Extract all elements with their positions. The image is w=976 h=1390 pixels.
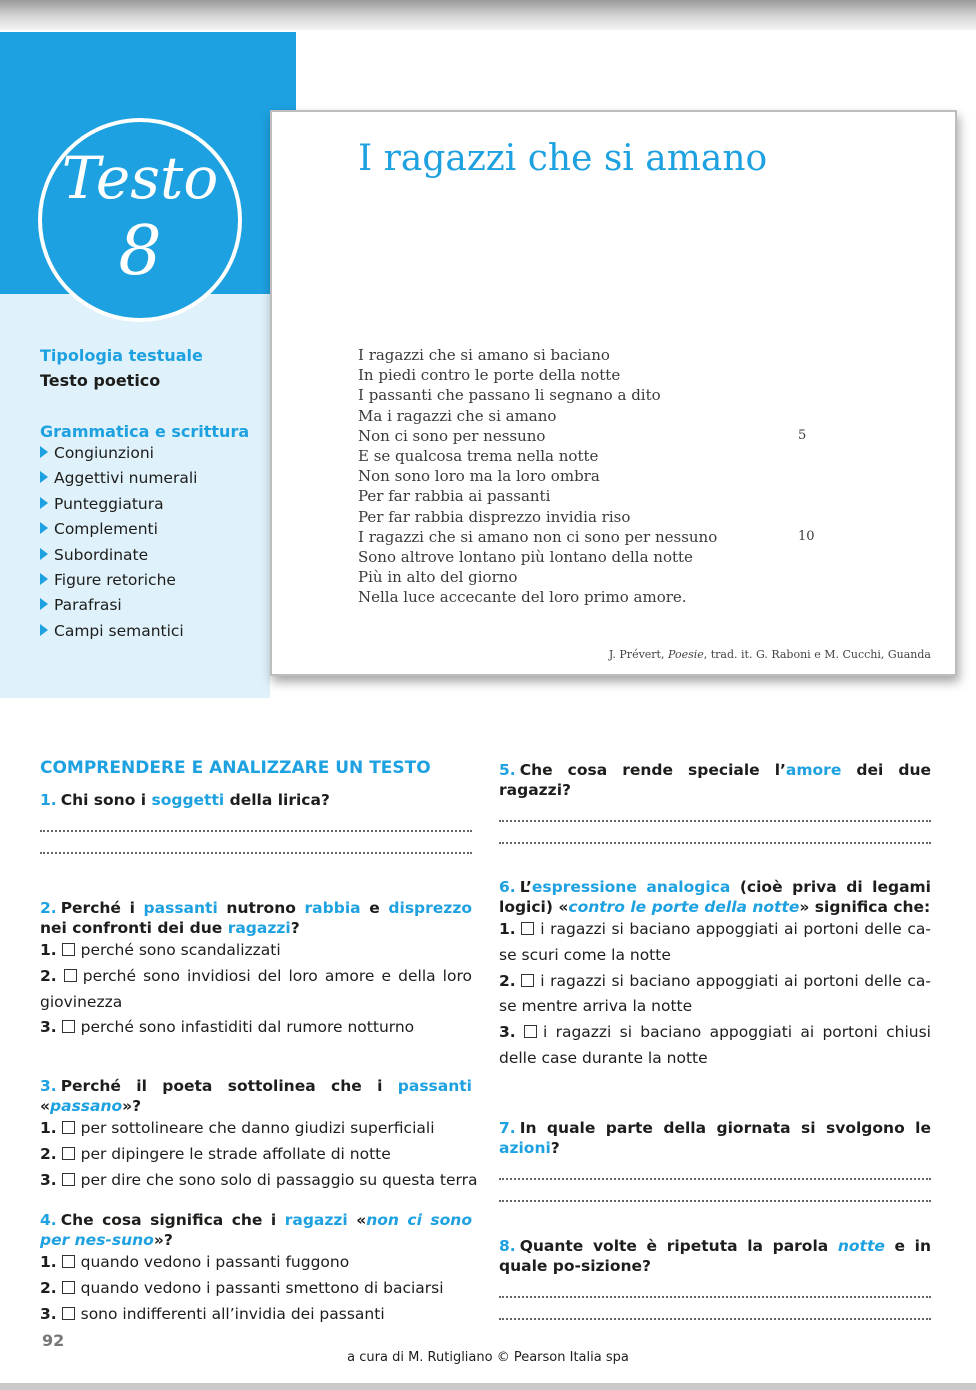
checkbox[interactable]: [62, 943, 75, 956]
poem-verses: [358, 345, 828, 607]
triangle-bullet-icon: [40, 497, 48, 509]
option-item: 3. per dire che sono solo di passaggio su questa terra: [40, 1170, 478, 1189]
verse-line: I ragazzi che si amano si baciano: [358, 346, 610, 364]
answer-line[interactable]: [40, 832, 472, 854]
option-item: 1. perché sono scandalizzati: [40, 941, 281, 959]
verse-line: Non ci sono per nessuno 5: [358, 426, 807, 445]
option-item: 1. i ragazzi si baciano appoggiati ai portoni delle ca-se scuri come la notte: [499, 920, 931, 964]
option-item: 3. i ragazzi si baciano appoggiati ai portoni chiusi delle case durante la notte: [499, 1023, 931, 1067]
poem-box: [270, 110, 957, 676]
answer-line[interactable]: [499, 1180, 931, 1202]
option-item: 3. perché sono infastiditi dal rumore notturno: [40, 1018, 415, 1037]
question-5-block: [499, 760, 931, 844]
answer-line[interactable]: [499, 1276, 931, 1298]
list-item: Subordinate: [40, 543, 270, 568]
option-item: 2. per dipingere le strade affollate di notte: [40, 1144, 391, 1163]
checkbox[interactable]: [62, 1147, 75, 1160]
grammatica-heading: Grammatica e scrittura: [40, 422, 250, 441]
verse-line: I passanti che passano li segnano a dito: [358, 386, 661, 405]
badge-word: Testo: [61, 144, 219, 212]
verse-line: Nella luce accecante del loro primo amore.: [358, 588, 687, 607]
checkbox[interactable]: [62, 1281, 75, 1294]
checkbox[interactable]: [62, 1255, 75, 1268]
question-4-block: [40, 1210, 472, 1327]
answer-line[interactable]: [499, 1158, 931, 1180]
verse-number: 5: [798, 427, 807, 443]
triangle-bullet-icon: [40, 522, 48, 534]
answer-line[interactable]: [40, 810, 472, 832]
question-6: 6. L’espressione analogica (cioè priva di legami logici) «contro le porte della notte» significa che:: [499, 878, 931, 916]
verse-line: I ragazzi che si amano non ci sono per nessuno 10: [358, 527, 815, 546]
list-item: Figure retoriche: [40, 568, 270, 593]
question-8-block: [499, 1236, 931, 1320]
triangle-bullet-icon: [40, 471, 48, 483]
verse-line: Per far rabbia ai passanti: [358, 487, 551, 506]
list-item: Parafrasi: [40, 593, 270, 618]
badge-number: 8: [118, 212, 162, 291]
footer-credit: a cura di M. Rutigliano © Pearson Italia spa: [347, 1350, 629, 1365]
list-item: Punteggiatura: [40, 492, 270, 517]
checkbox[interactable]: [64, 969, 77, 982]
poem-title: I ragazzi che si amano: [358, 138, 768, 179]
verse-number: 10: [798, 528, 815, 544]
page-number: 92: [42, 1331, 65, 1350]
triangle-bullet-icon: [40, 624, 48, 636]
verse-line: Ma i ragazzi che si amano: [358, 406, 557, 425]
triangle-bullet-icon: [40, 548, 48, 560]
option-item: 1. per sottolineare che danno giudizi superficiali: [40, 1119, 435, 1137]
question-2: 2. Perché i passanti nutrono rabbia e disprezzo nei confronti dei due ragazzi?: [40, 899, 472, 937]
checkbox[interactable]: [62, 1173, 75, 1186]
question-7: 7. In quale parte della giornata si svolgono le azioni?: [499, 1119, 931, 1157]
answer-line[interactable]: [499, 822, 931, 844]
section-title: COMPRENDERE E ANALIZZARE UN TESTO: [40, 758, 431, 778]
answer-line[interactable]: [499, 1298, 931, 1320]
question-2-block: [40, 898, 472, 1041]
top-scan-shadow: [0, 0, 976, 30]
option-item: 2. i ragazzi si baciano appoggiati ai portoni delle ca-se mentre arriva la notte: [499, 971, 931, 1016]
left-column: [40, 758, 478, 1323]
list-item: Aggettivi numerali: [40, 466, 270, 491]
triangle-bullet-icon: [40, 573, 48, 585]
question-7-block: [499, 1118, 931, 1202]
question-8: 8. Quante volte è ripetuta la parola notte e in quale po-sizione?: [499, 1237, 931, 1275]
option-item: 1. quando vedono i passanti fuggono: [40, 1253, 350, 1271]
triangle-bullet-icon: [40, 598, 48, 610]
list-item: Campi semantici: [40, 619, 270, 644]
text-number-badge: [38, 118, 242, 322]
verse-line: Non sono loro ma la loro ombra: [358, 467, 600, 486]
question-3-block: [40, 1076, 478, 1193]
question-4: 4. Che cosa significa che i ragazzi «non ci sono per nes-suno»?: [40, 1211, 472, 1249]
checkbox[interactable]: [524, 1025, 537, 1038]
verse-line: Per far rabbia disprezzo invidia riso: [358, 507, 631, 526]
checkbox[interactable]: [62, 1307, 75, 1320]
tipologia-heading: Tipologia testuale: [40, 346, 203, 365]
option-item: 2. perché sono invidiosi del loro amore e della loro giovinezza: [40, 966, 472, 1011]
option-item: 2. quando vedono i passanti smettono di baciarsi: [40, 1278, 444, 1297]
checkbox[interactable]: [62, 1020, 75, 1033]
list-item: Complementi: [40, 517, 270, 542]
question-5: 5. Che cosa rende speciale l’amore dei due ragazzi?: [499, 761, 931, 799]
triangle-bullet-icon: [40, 446, 48, 458]
grammatica-list: [40, 441, 270, 644]
question-1: 1. Chi sono i soggetti della lirica?: [40, 791, 330, 809]
verse-line: Sono altrove lontano più lontano della notte: [358, 547, 693, 566]
answer-line[interactable]: [499, 800, 931, 822]
verse-line: E se qualcosa trema nella notte: [358, 446, 599, 465]
sidebar-info: [40, 346, 270, 644]
poem-source: J. Prévert, Poesie, trad. it. G. Raboni e M. Cucchi, Guanda: [608, 648, 931, 661]
checkbox[interactable]: [62, 1121, 75, 1134]
bottom-scan-edge: [0, 1383, 976, 1390]
checkbox[interactable]: [521, 922, 534, 935]
tipologia-value: Testo poetico: [40, 371, 161, 390]
list-item: Congiunzioni: [40, 441, 270, 466]
question-6-block: [499, 877, 931, 1072]
checkbox[interactable]: [521, 974, 534, 987]
verse-line: In piedi contro le porte della notte: [358, 366, 621, 385]
question-3: 3. Perché il poeta sottolinea che i passanti «passano»?: [40, 1077, 472, 1115]
option-item: 3. sono indifferenti all’invidia dei passanti: [40, 1304, 385, 1323]
verse-line: Più in alto del giorno: [358, 568, 518, 587]
